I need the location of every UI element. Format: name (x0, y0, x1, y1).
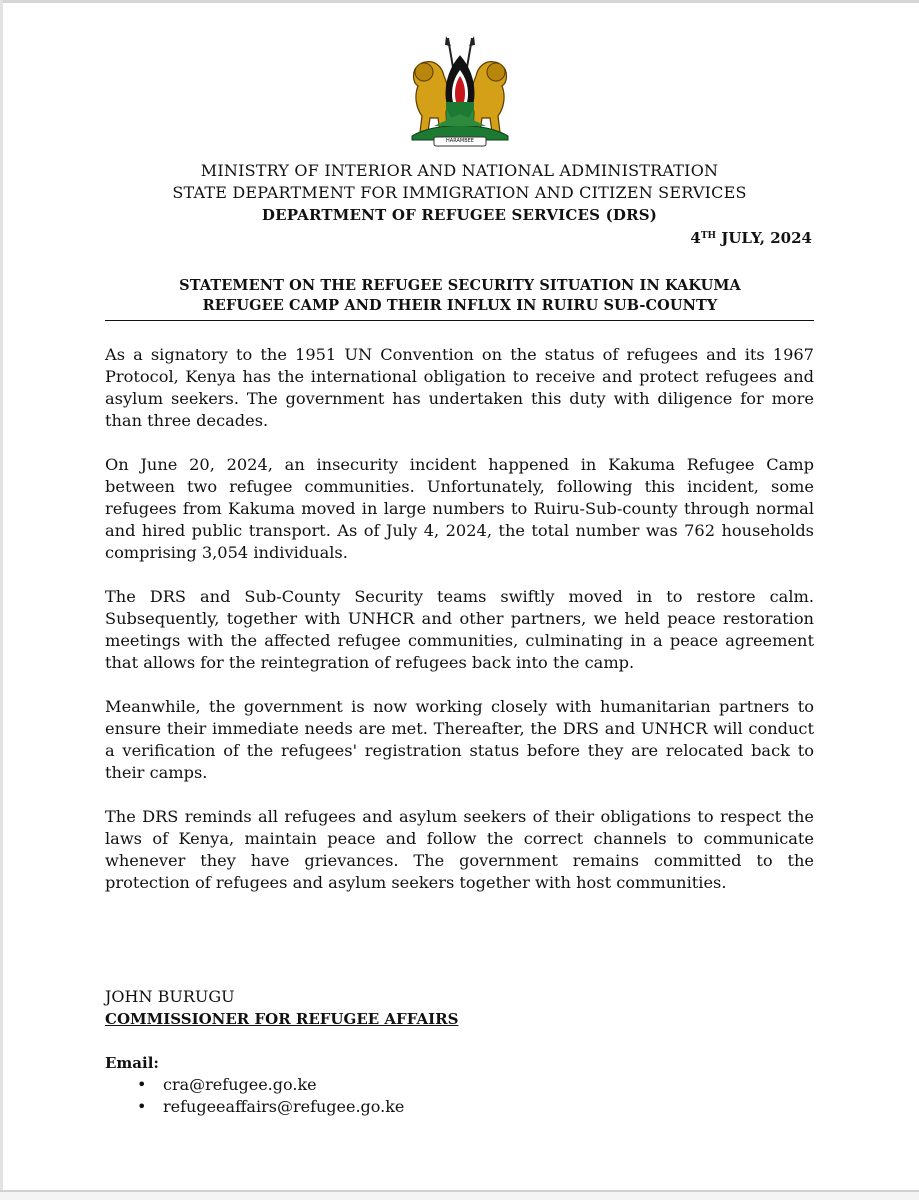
title-underline (105, 320, 814, 321)
email-item (137, 1096, 405, 1118)
department-name: DEPARTMENT OF REFUGEE SERVICES (DRS) (261, 206, 658, 224)
page-top-edge (0, 0, 919, 3)
bullet-icon: • (137, 1097, 147, 1116)
email-label: Email: (105, 1054, 159, 1072)
date-suffix: TH (700, 231, 717, 241)
signatory-title: COMMISSIONER FOR REFUGEE AFFAIRS (105, 1010, 459, 1028)
title-line-2: REFUGEE CAMP AND THEIR INFLUX IN RUIRU SUB-COUNTY (202, 297, 718, 314)
kenya-coat-of-arms-icon (404, 36, 516, 148)
date-month-year: JULY, 2024 (716, 229, 812, 247)
paragraph-incident: On June 20, 2024, an insecurity incident happened in Kakuma Refugee Camp between two refugee communities. Unfortunately, following this incident, some refugees from Kakuma moved in large numbers to Ruiru-Sub-county through normal and hired public transport. As of July 4, 2024, the total number was 762 households comprising 3,054 individuals. (105, 455, 814, 562)
paragraph-verification: Meanwhile, the government is now working closely with humanitarian partners to ensure their immediate needs are met. Thereafter, the DRS and UNHCR will conduct a verification of the refugees' registration status before they are relocated back to their camps. (105, 697, 814, 782)
signature-block (105, 986, 458, 1030)
email-link-cra[interactable]: cra@refugee.go.ke (163, 1075, 317, 1094)
title-line-1: STATEMENT ON THE REFUGEE SECURITY SITUATION IN KAKUMA (179, 277, 741, 294)
contact-block (105, 1052, 404, 1118)
state-department-name: STATE DEPARTMENT FOR IMMIGRATION AND CITIZEN SERVICES (172, 183, 747, 202)
statement-title (105, 276, 815, 316)
paragraph-convention: As a signatory to the 1951 UN Convention on the status of refugees and its 1967 Protocol, Kenya has the international obligation to receive and protect refugees and asylum seekers. The government has undertaken this duty with diligence for more than three decades. (105, 345, 814, 430)
paragraph-reminder: The DRS reminds all refugees and asylum seekers of their obligations to respect the laws of Kenya, maintain peace and follow the correct channels to communicate whenever they have grievances. The government remains committed to the protection of refugees and asylum seekers together with host communities. (105, 807, 814, 892)
email-link-refugeeaffairs[interactable]: refugeeaffairs@refugee.go.ke (163, 1097, 405, 1116)
signatory-name: JOHN BURUGU (105, 987, 235, 1006)
page-bottom-edge (0, 1190, 919, 1200)
date-day: 4 (690, 229, 701, 247)
paragraph-response: The DRS and Sub-County Security teams swiftly moved in to restore calm. Subsequently, together with UNHCR and other partners, we held peace restoration meetings with the affected refugee communities, culminating in a peace agreement that allows for the reintegration of refugees back into the camp. (105, 587, 814, 672)
bullet-icon: • (137, 1075, 147, 1094)
ministry-name: MINISTRY OF INTERIOR AND NATIONAL ADMINISTRATION (200, 161, 719, 180)
statement-date (690, 229, 812, 247)
statement-body (105, 344, 814, 916)
coat-of-arms-motto: HARAMBEE (446, 138, 474, 144)
email-list (105, 1074, 404, 1118)
letterhead (0, 160, 919, 226)
email-item (137, 1074, 404, 1096)
